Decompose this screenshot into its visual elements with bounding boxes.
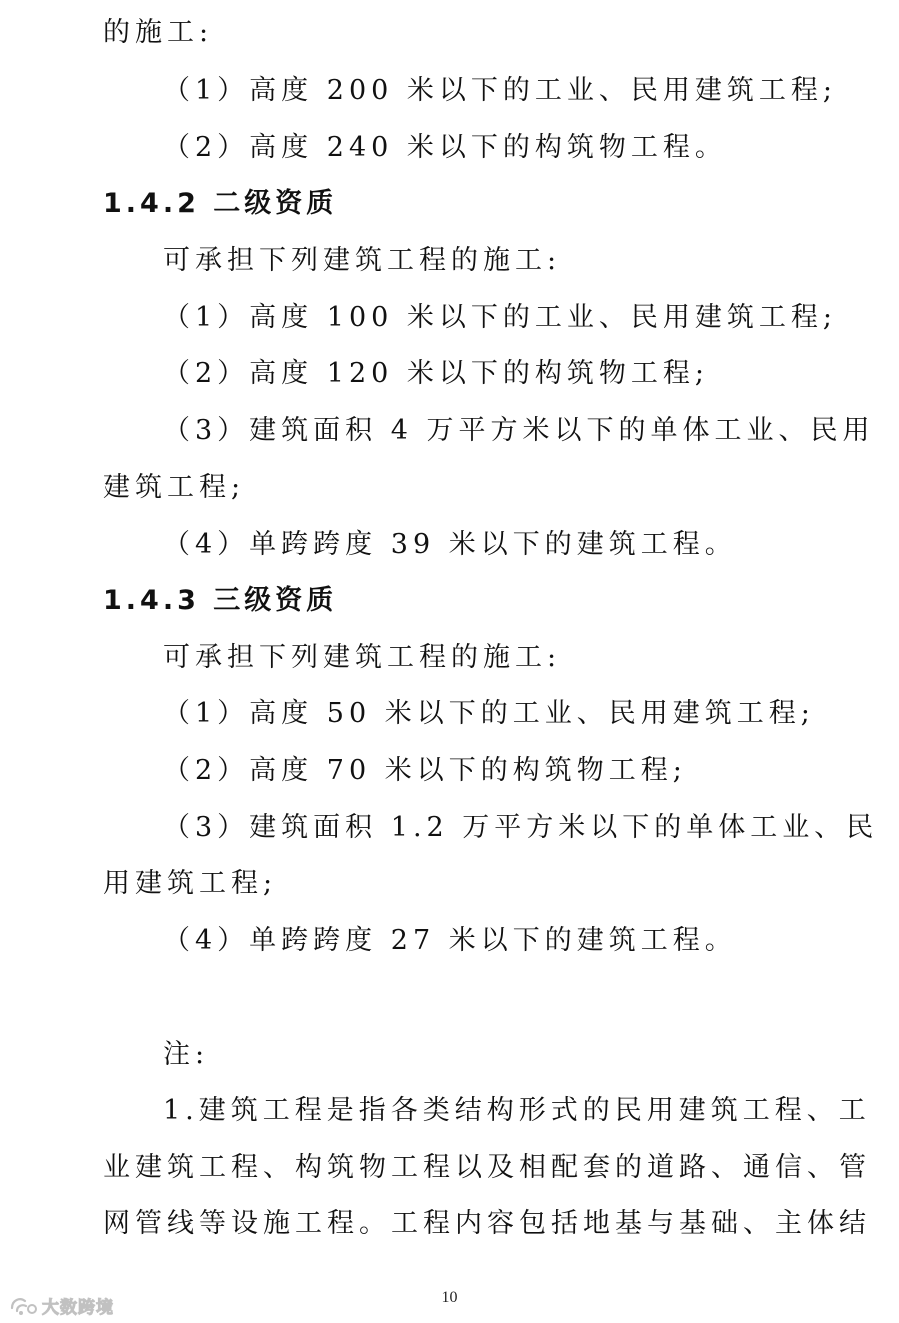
- list-item: （3）建筑面积 4 万平方米以下的单体工业、民用: [163, 415, 875, 446]
- list-item: （3）建筑面积 1.2 万平方米以下的单体工业、民: [163, 812, 879, 843]
- paragraph: 可承担下列建筑工程的施工:: [163, 245, 562, 276]
- watermark: [8, 1293, 114, 1318]
- text-line: 的施工:: [103, 17, 214, 48]
- list-item: （2）高度 70 米以下的构筑物工程;: [163, 755, 687, 786]
- section-heading: 1.4.2 二级资质: [103, 188, 338, 219]
- list-item: （4）单跨跨度 27 米以下的建筑工程。: [163, 925, 737, 956]
- list-item: （2）高度 120 米以下的构筑物工程;: [163, 358, 709, 389]
- page-number: 10: [441, 1289, 458, 1306]
- watermark-text: 大数跨境: [42, 1298, 114, 1318]
- text-line: 网管线等设施工程。工程内容包括地基与基础、主体结: [103, 1208, 871, 1239]
- list-item: （2）高度 240 米以下的构筑物工程。: [163, 132, 727, 163]
- text-line: 建筑工程;: [103, 472, 246, 503]
- list-item: （1）高度 100 米以下的工业、民用建筑工程;: [163, 302, 837, 333]
- list-item: （1）高度 200 米以下的工业、民用建筑工程;: [163, 75, 837, 106]
- section-heading: 1.4.3 三级资质: [103, 585, 338, 616]
- watermark-logo-icon: [8, 1295, 38, 1317]
- note-label: 注:: [163, 1039, 210, 1070]
- paragraph: 1.建筑工程是指各类结构形式的民用建筑工程、工: [163, 1095, 871, 1126]
- list-item: （4）单跨跨度 39 米以下的建筑工程。: [163, 529, 737, 560]
- paragraph: 可承担下列建筑工程的施工:: [163, 642, 562, 673]
- text-line: 业建筑工程、构筑物工程以及相配套的道路、通信、管: [103, 1152, 871, 1183]
- list-item: （1）高度 50 米以下的工业、民用建筑工程;: [163, 698, 815, 729]
- text-line: 用建筑工程;: [103, 868, 278, 899]
